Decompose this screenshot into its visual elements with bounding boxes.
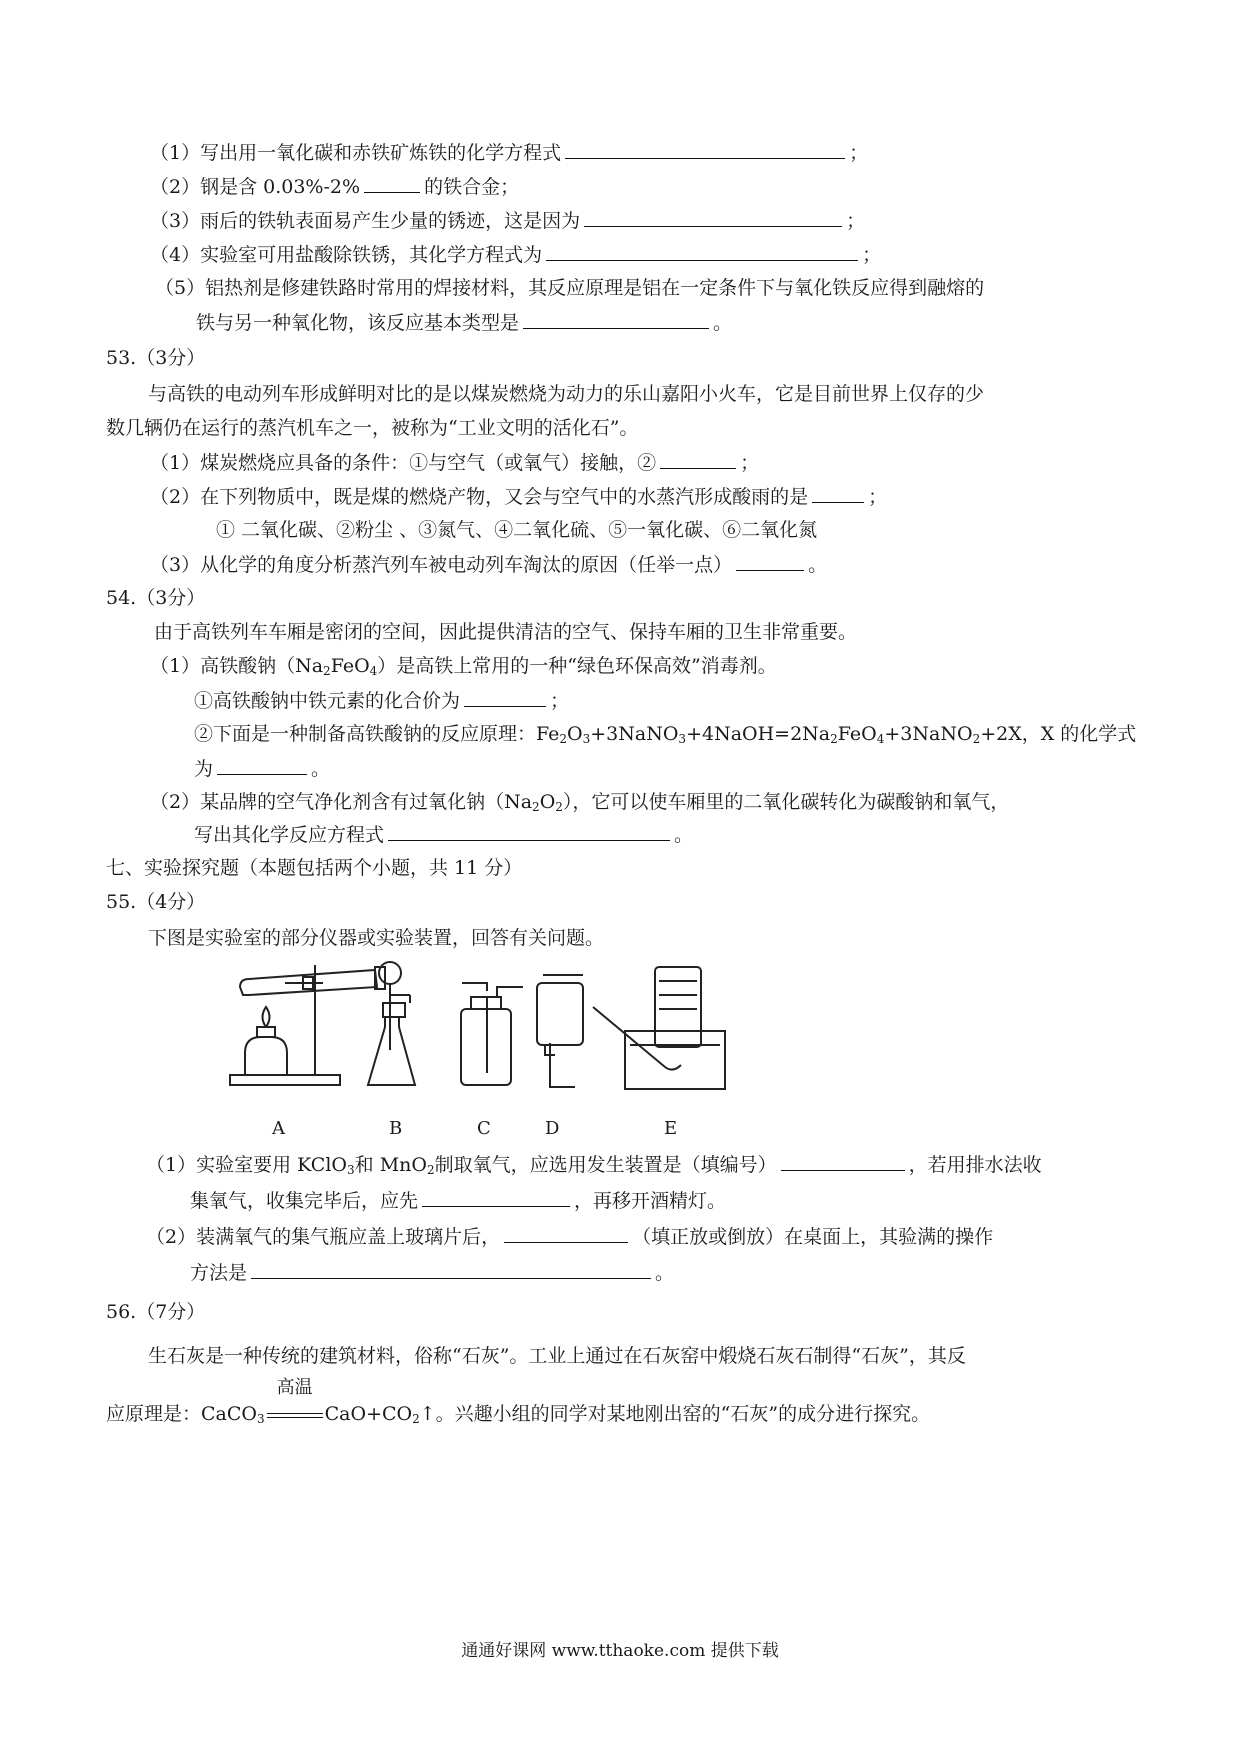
answer-blank[interactable] [812, 484, 864, 503]
section-heading: 七、实验探究题（本题包括两个小题，共 11 分） [106, 857, 523, 879]
q53-part3: （3）从化学的角度分析蒸汽列车被电动列车淘汰的原因（任举一点） 。 [150, 554, 828, 576]
q56-intro-cont: 应原理是：CaCO$_3$ 高温 $CaO+CO_2↑$。兴趣小组的同学对某地刚出窑的“石灰”的成分进行探究。 [106, 1377, 931, 1426]
q54-intro: 由于高铁列车车厢是密闭的空间，因此提供清洁的空气、保持车厢的卫生非常重要。 [154, 621, 858, 643]
q52-part3: （3）雨后的铁轨表面易产生少量的锈迹，这是因为 ； [150, 210, 866, 232]
q54-part1-ii: ②下面是一种制备高铁酸钠的反应原理：$Fe_2O_3+3NaNO_3+4NaOH=2Na_2FeO_4+3NaNO_2+2X$，X 的化学式 [194, 723, 1137, 746]
q54-part1-ii-cont: 为 。 [194, 758, 331, 780]
apparatus-figure [225, 955, 755, 1095]
q54-heading: 54.（3分） [106, 587, 206, 609]
q55-part1: （1）实验室要用 KClO$_3$和 MnO$_2$制取氧气，应选用发生装置是（填编号） ，若用排水法收 [146, 1154, 1042, 1177]
q53-part2: （2）在下列物质中，既是煤的燃烧产物，又会与空气中的水蒸汽形成酸雨的是 ； [150, 486, 888, 508]
answer-blank[interactable] [388, 822, 670, 841]
figure-label-e: E [664, 1118, 678, 1139]
answer-blank[interactable] [217, 756, 307, 775]
q55-part2-cont: 方法是 。 [190, 1262, 675, 1284]
answer-blank[interactable] [523, 310, 709, 329]
q56-heading: 56.（7分） [106, 1301, 206, 1323]
q53-intro-cont: 数几辆仍在运行的蒸汽机车之一，被称为“工业文明的活化石”。 [106, 417, 639, 439]
q53-part1: （1）煤炭燃烧应具备的条件：①与空气（或氧气）接触，② ； [150, 452, 760, 474]
figure-label-c: C [477, 1118, 491, 1139]
apparatus-e-icon [593, 967, 725, 1089]
q55-part1-cont: 集氧气，收集完毕后，应先 ，再移开酒精灯。 [190, 1190, 727, 1212]
answer-blank[interactable] [736, 552, 804, 571]
answer-blank[interactable] [464, 688, 546, 707]
answer-blank[interactable] [422, 1188, 570, 1207]
figure-label-d: D [545, 1118, 560, 1139]
answer-blank[interactable] [660, 450, 736, 469]
answer-blank[interactable] [364, 174, 420, 193]
q52-part4: （4）实验室可用盐酸除铁锈，其化学方程式为 ； [150, 244, 882, 266]
q52-part1: （1）写出用一氧化碳和赤铁矿炼铁的化学方程式 ； [150, 142, 869, 164]
apparatus-a-icon [230, 965, 385, 1085]
q55-heading: 55.（4分） [106, 891, 206, 913]
q56-intro: 生石灰是一种传统的建筑材料，俗称“石灰”。工业上通过在石灰窑中煅烧石灰石制得“石灰”，其反 [148, 1345, 966, 1367]
answer-blank[interactable] [781, 1152, 905, 1171]
answer-blank[interactable] [251, 1260, 651, 1279]
q52-part5: （5）铝热剂是修建铁路时常用的焊接材料，其反应原理是铝在一定条件下与氧化铁反应得到融熔的 [155, 277, 985, 299]
figure-label-a: A [272, 1118, 285, 1139]
apparatus-c-icon [461, 983, 523, 1085]
q54-part2: （2）某品牌的空气净化剂含有过氧化钠$(Na_2O_2)$，它可以使车厢里的二氧化碳转化为碳酸钠和氧气， [150, 791, 1010, 814]
q53-options: ① 二氧化碳、②粉尘 、③氮气、④二氧化硫、⑤一氧化碳、⑥二氧化氮 [216, 519, 818, 541]
answer-blank[interactable] [584, 208, 842, 227]
reaction-equals-sign: 高温 [267, 1402, 323, 1426]
q55-part2: （2）装满氧气的集气瓶应盖上玻璃片后， （填正放或倒放）在桌面上，其验满的操作 [146, 1226, 994, 1248]
figure-label-b: B [389, 1118, 403, 1139]
apparatus-d-icon [537, 975, 583, 1087]
answer-blank[interactable] [504, 1224, 628, 1243]
q54-part2-cont: 写出其化学反应方程式 。 [194, 824, 694, 846]
q53-intro: 与高铁的电动列车形成鲜明对比的是以煤炭燃烧为动力的乐山嘉阳小火车，它是目前世界上仅存的少 [148, 383, 985, 405]
answer-blank[interactable] [565, 140, 845, 159]
q54-part1: （1）高铁酸钠$(Na_2FeO_4)$是高铁上常用的一种“绿色环保高效”消毒剂。 [150, 655, 777, 678]
answer-blank[interactable] [546, 242, 858, 261]
q52-part2: （2）钢是含 0.03%-2% 的铁合金； [150, 176, 520, 198]
q53-heading: 53.（3分） [106, 347, 206, 369]
q54-part1-i: ①高铁酸钠中铁元素的化合价为 ； [194, 690, 570, 712]
q55-intro: 下图是实验室的部分仪器或实验装置，回答有关问题。 [148, 927, 605, 949]
page-footer: 通通好课网 www.tthaoke.com 提供下载 [461, 1641, 779, 1661]
q52-part5-cont: 铁与另一种氧化物，该反应基本类型是 。 [196, 312, 733, 334]
